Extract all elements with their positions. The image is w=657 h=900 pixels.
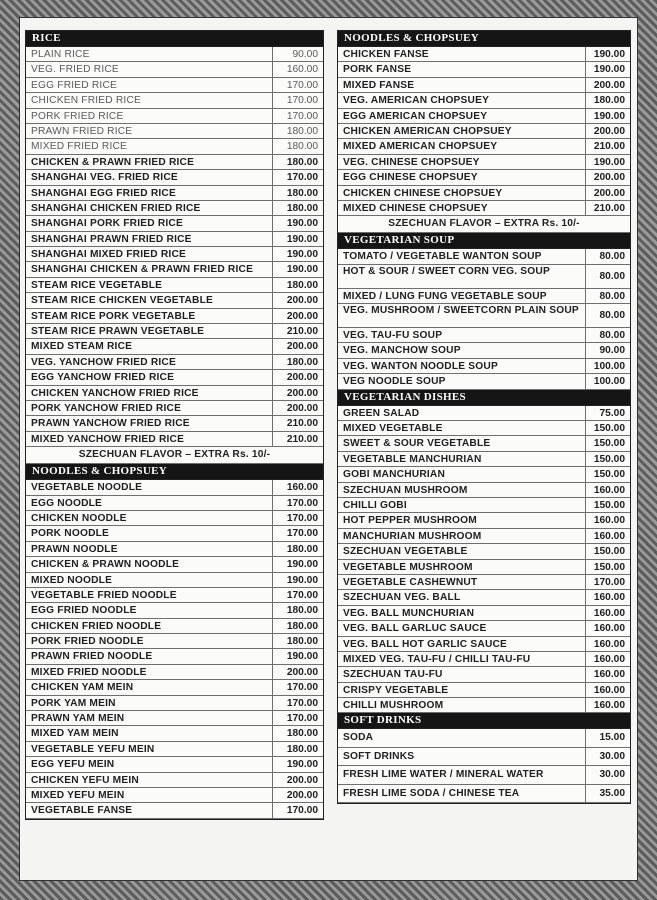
left-column [25,30,324,820]
menu-item-row [26,742,323,757]
menu-item-price: 200.00 [593,187,625,199]
menu-item-name: VEGETABLE FRIED NOODLE [26,588,273,602]
menu-item-name: GREEN SALAD [338,406,586,420]
section-header-rice: RICE [26,31,323,47]
menu-item-row [338,766,630,785]
menu-item-price: 160.00 [593,515,625,527]
menu-item-row [26,726,323,741]
menu-item-price: 15.00 [599,732,625,744]
menu-item-price: 160.00 [286,482,318,494]
menu-item-row [26,665,323,680]
menu-item-price: 160.00 [593,484,625,496]
menu-item-price: 200.00 [286,372,318,384]
menu-item-row [26,711,323,726]
menu-item-row [26,124,323,139]
menu-item-name: CHICKEN & PRAWN NOODLE [26,557,273,571]
menu-item-name: VEG. BALL GARLUC SAUCE [338,621,586,635]
menu-item-name: FRESH LIME SODA / CHINESE TEA [338,785,586,803]
menu-item-row [338,452,630,467]
section-header-soup: VEGETARIAN SOUP [338,233,630,249]
menu-item-name: VEG. BALL MUNCHURIAN [338,606,586,620]
menu-item-row [26,619,323,634]
menu-item-price: 150.00 [593,561,625,573]
menu-item-price: 190.00 [286,233,318,245]
menu-item-name: SZECHUAN VEGETABLE [338,544,586,558]
menu-item-name: CHICKEN NOODLE [26,511,273,525]
menu-item-price: 80.00 [599,270,625,282]
menu-item-name: MIXED YANCHOW FRIED RICE [26,432,273,446]
menu-item-price: 170.00 [286,589,318,601]
menu-item-row [338,47,630,62]
szechuan-note: SZECHUAN FLAVOR – EXTRA Rs. 10/- [26,447,323,464]
menu-item-row [26,386,323,401]
menu-item-row [338,304,630,328]
menu-item-price: 30.00 [599,769,625,781]
menu-item-price: 160.00 [593,669,625,681]
menu-item-row [26,109,323,124]
menu-item-row [26,170,323,185]
menu-item-row [338,483,630,498]
menu-item-name: SZECHUAN TAU-FU [338,667,586,681]
menu-item-price: 190.00 [593,110,625,122]
menu-item-row [26,757,323,772]
menu-item-name: TOMATO / VEGETABLE WANTON SOUP [338,249,586,263]
menu-item-row [26,216,323,231]
menu-item-price: 180.00 [286,125,318,137]
menu-item-name: SHANGHAI VEG. FRIED RICE [26,170,273,184]
menu-item-name: STEAM RICE PRAWN VEGETABLE [26,324,273,338]
menu-item-name: EGG AMERICAN CHOPSUEY [338,109,586,123]
menu-item-price: 200.00 [286,310,318,322]
menu-item-price: 100.00 [593,376,625,388]
menu-item-row [338,78,630,93]
section-header-dishes: VEGETARIAN DISHES [338,390,630,406]
menu-item-row [26,62,323,77]
menu-item-name: VEGETABLE MANCHURIAN [338,452,586,466]
menu-item-price: 80.00 [599,251,625,263]
menu-item-row [26,588,323,603]
menu-item-name: EGG FRIED RICE [26,78,273,92]
menu-item-name: SHANGHAI CHICKEN & PRAWN FRIED RICE [26,262,273,276]
menu-item-name: MIXED VEG. TAU-FU / CHILLI TAU-FU [338,652,586,666]
menu-item-price: 170.00 [286,95,318,107]
menu-item-price: 190.00 [593,49,625,60]
dishes-list [338,406,630,714]
menu-item-row [338,328,630,343]
menu-item-name: VEGETABLE MUSHROOM [338,560,586,574]
menu-item-price: 160.00 [593,684,625,696]
menu-item-name: VEG NOODLE SOUP [338,374,586,388]
menu-item-name: VEG. WANTON NOODLE SOUP [338,359,586,373]
menu-item-price: 190.00 [593,156,625,168]
menu-item-price: 210.00 [593,202,625,214]
menu-item-name: SHANGHAI CHICKEN FRIED RICE [26,201,273,215]
menu-item-row [26,803,323,818]
menu-item-price: 200.00 [593,125,625,137]
menu-item-row [26,262,323,277]
menu-item-price: 210.00 [593,141,625,153]
menu-item-price: 160.00 [593,653,625,665]
menu-item-name: PORK YANCHOW FRIED RICE [26,401,273,415]
menu-item-name: CHICKEN & PRAWN FRIED RICE [26,155,273,169]
menu-item-price: 80.00 [599,310,625,322]
menu-item-name: MANCHURIAN MUSHROOM [338,529,586,543]
menu-item-name: EGG CHINESE CHOPSUEY [338,170,586,184]
menu-item-price: 180.00 [286,202,318,214]
menu-item-name: STEAM RICE CHICKEN VEGETABLE [26,293,273,307]
menu-item-price: 35.00 [599,787,625,799]
menu-item-price: 80.00 [599,290,625,302]
menu-item-price: 200.00 [286,774,318,786]
menu-sheet [20,18,637,880]
menu-item-row [26,186,323,201]
menu-item-row [26,278,323,293]
menu-item-price: 170.00 [286,79,318,91]
menu-item-row [26,603,323,618]
menu-item-price: 170.00 [286,805,318,817]
menu-item-name: SZECHUAN MUSHROOM [338,483,586,497]
menu-item-name: MIXED FRIED RICE [26,139,273,153]
menu-item-row [26,788,323,803]
menu-item-row [338,621,630,636]
menu-item-price: 160.00 [593,623,625,635]
menu-item-price: 180.00 [286,279,318,291]
menu-item-price: 180.00 [286,743,318,755]
menu-item-price: 200.00 [286,789,318,801]
menu-item-price: 30.00 [599,750,625,762]
right-column [337,30,631,804]
menu-item-name: PRAWN FRIED RICE [26,124,273,138]
menu-item-row [338,544,630,559]
menu-item-name: MIXED FANSE [338,78,586,92]
menu-item-row [26,324,323,339]
menu-item-price: 190.00 [286,218,318,230]
menu-item-price: 160.00 [593,638,625,650]
menu-item-name: SHANGHAI PRAWN FRIED RICE [26,232,273,246]
menu-item-row [26,511,323,526]
menu-item-row [26,480,323,495]
menu-item-name: PRAWN YAM MEIN [26,711,273,725]
menu-item-price: 150.00 [593,546,625,558]
menu-item-price: 200.00 [286,295,318,307]
menu-item-price: 190.00 [593,64,625,76]
menu-item-name: CHICKEN YEFU MEIN [26,773,273,787]
menu-item-row [26,293,323,308]
menu-item-price: 180.00 [593,95,625,107]
szechuan-note: SZECHUAN FLAVOR – EXTRA Rs. 10/- [338,216,630,233]
menu-item-price: 200.00 [286,387,318,399]
menu-item-name: MIXED AMERICAN CHOPSUEY [338,139,586,153]
menu-item-row [26,47,323,62]
menu-item-name: SODA [338,729,586,747]
menu-item-name: VEG. TAU-FU SOUP [338,328,586,342]
menu-item-name: SHANGHAI EGG FRIED RICE [26,186,273,200]
menu-item-row [26,542,323,557]
menu-item-name: CHILLI GOBI [338,498,586,512]
menu-item-row [26,339,323,354]
menu-item-name: PORK YAM MEIN [26,696,273,710]
menu-item-name: VEG. BALL HOT GARLIC SAUCE [338,637,586,651]
menu-item-price: 90.00 [599,345,625,357]
menu-item-price: 180.00 [286,605,318,617]
menu-item-name: VEGETABLE FANSE [26,803,273,817]
drinks-list [338,729,630,803]
menu-item-row [338,498,630,513]
menu-item-price: 150.00 [593,453,625,465]
menu-item-price: 170.00 [286,697,318,709]
menu-item-row [26,573,323,588]
menu-item-name: VEG. MANCHOW SOUP [338,343,586,357]
menu-item-price: 210.00 [286,433,318,445]
menu-item-row [338,436,630,451]
menu-item-name: PORK FANSE [338,62,586,76]
menu-item-price: 160.00 [593,592,625,604]
menu-item-row [338,343,630,358]
menu-item-price: 90.00 [292,49,318,60]
menu-item-price: 160.00 [593,607,625,619]
menu-item-price: 190.00 [286,574,318,586]
menu-item-price: 170.00 [286,497,318,509]
menu-item-price: 170.00 [286,528,318,540]
menu-item-name: SHANGHAI PORK FRIED RICE [26,216,273,230]
menu-item-price: 170.00 [286,110,318,122]
menu-item-name: MIXED STEAM RICE [26,339,273,353]
menu-item-price: 190.00 [286,264,318,276]
menu-item-name: VEG. YANCHOW FRIED RICE [26,355,273,369]
menu-item-price: 160.00 [593,700,625,712]
menu-item-row [26,496,323,511]
menu-item-price: 160.00 [286,64,318,76]
menu-item-row [26,649,323,664]
menu-item-row [26,232,323,247]
menu-item-name: CHICKEN FRIED NOODLE [26,619,273,633]
menu-item-name: VEGETABLE CASHEWNUT [338,575,586,589]
menu-item-name: HOT & SOUR / SWEET CORN VEG. SOUP [338,265,586,288]
menu-item-price: 210.00 [286,326,318,338]
menu-item-row [338,170,630,185]
menu-item-row [338,265,630,289]
menu-item-row [338,575,630,590]
menu-item-row [26,139,323,154]
menu-item-row [338,359,630,374]
menu-item-row [338,683,630,698]
menu-item-name: STEAM RICE VEGETABLE [26,278,273,292]
menu-item-name: MIXED CHINESE CHOPSUEY [338,201,586,215]
menu-item-row [338,698,630,713]
menu-item-row [26,155,323,170]
menu-item-name: CHICKEN YAM MEIN [26,680,273,694]
noodles-list [26,480,323,819]
menu-item-row [26,773,323,788]
menu-item-name: CHICKEN YANCHOW FRIED RICE [26,386,273,400]
menu-item-row [338,637,630,652]
soup-list [338,249,630,389]
menu-item-name: MIXED NOODLE [26,573,273,587]
menu-item-price: 190.00 [286,759,318,771]
menu-item-name: EGG NOODLE [26,496,273,510]
menu-item-name: PORK FRIED RICE [26,109,273,123]
menu-item-name: CRISPY VEGETABLE [338,683,586,697]
menu-item-row [338,289,630,304]
menu-item-price: 190.00 [286,651,318,663]
menu-item-name: CHICKEN CHINESE CHOPSUEY [338,186,586,200]
menu-item-price: 80.00 [599,330,625,342]
menu-item-name: MIXED VEGETABLE [338,421,586,435]
menu-item-row [338,467,630,482]
menu-item-price: 190.00 [286,559,318,571]
menu-item-row [26,401,323,416]
menu-item-price: 180.00 [286,356,318,368]
menu-item-row [338,374,630,389]
section-header-drinks: SOFT DRINKS [338,713,630,729]
menu-item-row [338,155,630,170]
menu-item-row [26,680,323,695]
menu-item-price: 100.00 [593,360,625,372]
menu-item-name: CHILLI MUSHROOM [338,698,586,712]
menu-item-row [338,785,630,804]
menu-item-price: 170.00 [286,172,318,184]
menu-item-price: 160.00 [593,530,625,542]
menu-item-name: SZECHUAN VEG. BALL [338,590,586,604]
menu-item-name: PRAWN FRIED NOODLE [26,649,273,663]
menu-item-name: PORK NOODLE [26,526,273,540]
menu-item-name: GOBI MANCHURIAN [338,467,586,481]
menu-item-row [338,249,630,264]
menu-item-price: 180.00 [286,141,318,153]
menu-item-name: VEG. AMERICAN CHOPSUEY [338,93,586,107]
menu-item-price: 170.00 [593,576,625,588]
menu-item-name: SOFT DRINKS [338,748,586,766]
menu-item-row [338,748,630,767]
menu-item-name: VEGETABLE NOODLE [26,480,273,494]
menu-item-row [338,139,630,154]
menu-item-name: CHICKEN AMERICAN CHOPSUEY [338,124,586,138]
menu-item-price: 180.00 [286,728,318,740]
menu-item-name: PRAWN NOODLE [26,542,273,556]
menu-item-name: SWEET & SOUR VEGETABLE [338,436,586,450]
menu-item-row [26,93,323,108]
menu-item-price: 200.00 [286,666,318,678]
section-header-noodles-continued: NOODLES & CHOPSUEY [338,31,630,47]
menu-item-row [338,201,630,216]
menu-item-row [26,247,323,262]
menu-item-row [26,696,323,711]
menu-item-price: 180.00 [286,187,318,199]
menu-item-price: 190.00 [286,249,318,261]
menu-item-name: VEG. CHINESE CHOPSUEY [338,155,586,169]
menu-item-price: 150.00 [593,469,625,481]
menu-item-row [26,557,323,572]
menu-item-name: HOT PEPPER MUSHROOM [338,513,586,527]
section-header-noodles: NOODLES & CHOPSUEY [26,464,323,480]
menu-item-row [26,634,323,649]
rice-list [26,47,323,447]
menu-item-price: 200.00 [593,172,625,184]
menu-item-price: 200.00 [593,79,625,91]
menu-item-name: EGG FRIED NOODLE [26,603,273,617]
menu-item-row [338,93,630,108]
menu-item-row [338,590,630,605]
menu-item-name: EGG YANCHOW FRIED RICE [26,370,273,384]
menu-item-price: 170.00 [286,682,318,694]
noodles-continued-list [338,47,630,216]
menu-item-price: 180.00 [286,543,318,555]
menu-item-row [338,729,630,748]
menu-item-name: VEG. MUSHROOM / SWEETCORN PLAIN SOUP [338,304,586,327]
menu-item-row [26,355,323,370]
menu-item-row [26,201,323,216]
menu-item-row [26,416,323,431]
menu-item-row [338,667,630,682]
menu-item-name: FRESH LIME WATER / MINERAL WATER [338,766,586,784]
menu-item-name: MIXED FRIED NOODLE [26,665,273,679]
menu-item-name: CHICKEN FANSE [338,47,586,61]
menu-item-row [26,78,323,93]
menu-item-row [338,421,630,436]
menu-item-row [338,124,630,139]
menu-item-price: 150.00 [593,438,625,450]
menu-item-price: 75.00 [599,407,625,419]
menu-item-row [338,529,630,544]
menu-item-price: 150.00 [593,499,625,511]
menu-item-row [338,513,630,528]
menu-item-price: 150.00 [593,423,625,435]
menu-item-row [26,432,323,447]
menu-item-name: CHICKEN FRIED RICE [26,93,273,107]
menu-item-name: MIXED YEFU MEIN [26,788,273,802]
menu-item-price: 200.00 [286,402,318,414]
menu-item-name: SHANGHAI MIXED FRIED RICE [26,247,273,261]
menu-item-row [26,309,323,324]
menu-item-name: VEG. FRIED RICE [26,62,273,76]
menu-item-name: MIXED / LUNG FUNG VEGETABLE SOUP [338,289,586,303]
menu-item-name: VEGETABLE YEFU MEIN [26,742,273,756]
menu-item-name: PRAWN YANCHOW FRIED RICE [26,416,273,430]
menu-item-price: 180.00 [286,620,318,632]
menu-item-row [26,526,323,541]
menu-item-row [26,370,323,385]
menu-item-name: STEAM RICE PORK VEGETABLE [26,309,273,323]
menu-item-name: MIXED YAM MEIN [26,726,273,740]
menu-item-name: EGG YEFU MEIN [26,757,273,771]
menu-item-price: 210.00 [286,418,318,430]
menu-item-row [338,109,630,124]
menu-item-row [338,560,630,575]
menu-item-name: PORK FRIED NOODLE [26,634,273,648]
menu-item-row [338,62,630,77]
menu-item-row [338,652,630,667]
menu-item-price: 170.00 [286,512,318,524]
menu-item-name: PLAIN RICE [26,47,273,61]
menu-item-price: 170.00 [286,713,318,725]
menu-item-price: 200.00 [286,341,318,353]
menu-item-row [338,406,630,421]
menu-item-price: 180.00 [286,156,318,168]
menu-item-row [338,606,630,621]
menu-item-price: 180.00 [286,636,318,648]
menu-item-row [338,186,630,201]
